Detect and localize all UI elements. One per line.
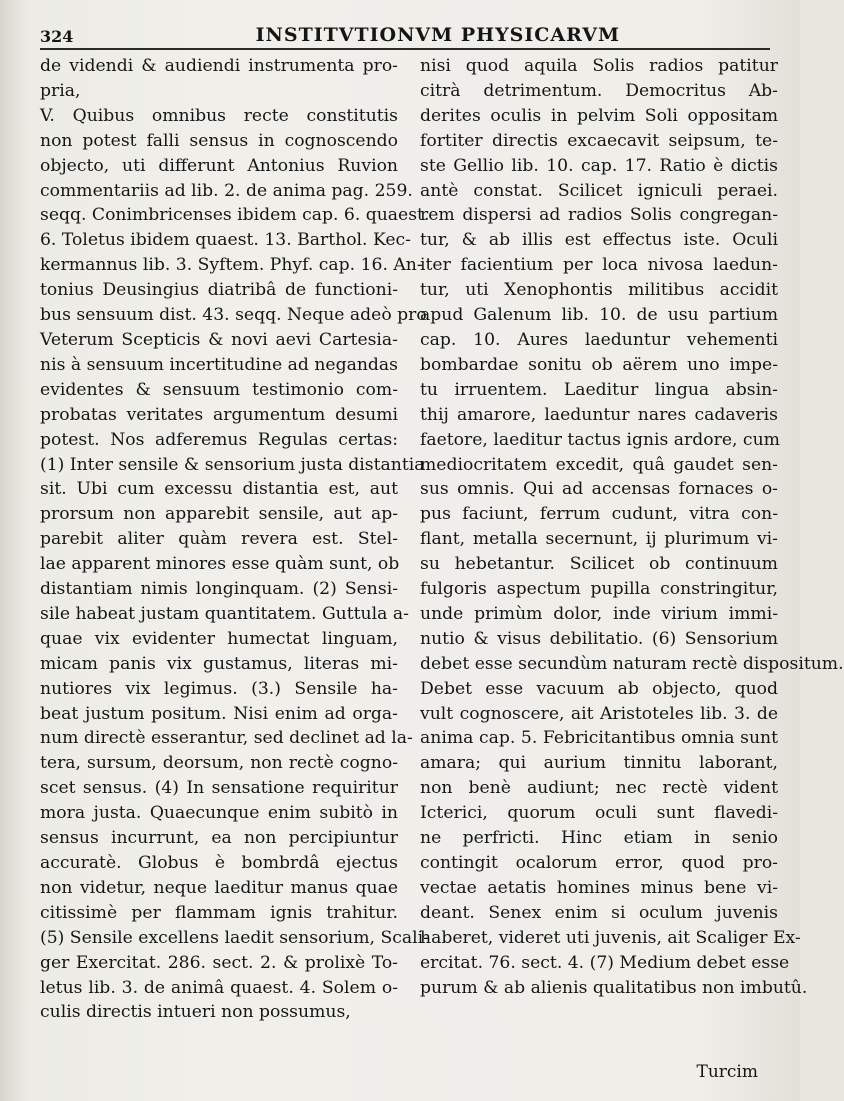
text-line: purum & ab alienis qualitatibus non imbutû. <box>420 977 808 998</box>
text-line: potest. Nos adferemus Regulas certas: <box>40 429 398 450</box>
text-line: probatas veritates argumentum desumi <box>40 404 398 425</box>
text-line: bus sensuum dist. 43. seqq. Neque adeò pro <box>40 305 427 326</box>
text-line: nis à sensuum incertitudine ad negandas <box>40 354 398 375</box>
left-column <box>40 54 430 1025</box>
page-header <box>40 18 770 50</box>
text-line: V. Quibus omnibus recte constitutis <box>40 105 398 126</box>
text-line: 6. Toletus ibidem quaest. 13. Barthol. Kec- <box>40 230 411 251</box>
text-line: num directè esserantur, sed declinet ad la- <box>40 728 413 749</box>
text-line: mediocritatem excedit, quâ gaudet sen- <box>420 454 778 475</box>
text-line: tonius Deusingius diatribâ de functioni- <box>40 280 398 301</box>
text-line: antè constat. Scilicet igniculi peraei. <box>420 180 778 201</box>
text-line: (1) Inter sensile & sensorium justa distantia <box>40 454 425 475</box>
text-line: flant, metalla secernunt, ij plurimum vi- <box>420 529 778 550</box>
text-line: ger Exercitat. 286. sect. 2. & prolixè To- <box>40 952 398 973</box>
text-line: nisi quod aquila Solis radios patitur <box>420 56 778 76</box>
text-line: parebit aliter quàm revera est. Stel- <box>40 529 398 550</box>
text-line: objecto, uti differunt Antonius Ruvion <box>40 155 398 176</box>
text-line: deant. Senex enim si oculum juvenis <box>420 902 778 923</box>
text-line: letus lib. 3. de animâ quaest. 4. Solem o- <box>40 977 398 998</box>
text-line: anima cap. 5. Febricitantibus omnia sunt <box>420 728 778 749</box>
text-line: su hebetantur. Scilicet ob continuum <box>420 554 778 575</box>
text-line: nutio & visus debilitatio. (6) Sensorium <box>420 628 778 649</box>
text-line: Debet esse vacuum ab objecto, quod <box>420 678 778 699</box>
text-line: scet sensus. (4) In sensatione requiritur <box>40 778 398 799</box>
text-line: non benè audiunt; nec rectè vident <box>420 778 778 799</box>
text-line: contingit ocalorum error, quod pro- <box>420 853 778 873</box>
text-line: vectae aetatis homines minus bene vi- <box>420 877 778 898</box>
text-line: citrà detrimentum. Democritus Ab- <box>420 80 778 101</box>
text-line: citissimè per flammam ignis trahitur. <box>40 902 398 923</box>
text-line: apud Galenum lib. 10. de usu partium <box>420 305 778 326</box>
text-line: tur, uti Xenophontis militibus accidit <box>420 280 778 301</box>
text-line: ste Gellio lib. 10. cap. 17. Ratio è dictis <box>420 155 778 176</box>
text-line: nutiores vix legimus. (3.) Sensile ha- <box>40 678 398 699</box>
text-line: seqq. Conimbricenses ibidem cap. 6. quaest. <box>40 205 430 226</box>
text-line: non videtur, neque laeditur manus quae <box>40 877 398 898</box>
text-line: unde primùm dolor, inde virium immi- <box>420 603 778 624</box>
text-line: cap. 10. Aures laeduntur vehementi <box>420 329 778 350</box>
text-line: sit. Ubi cum excessu distantia est, aut <box>40 479 398 500</box>
text-line: vult cognoscere, ait Aristoteles lib. 3. de <box>420 703 778 724</box>
text-line: prorsum non apparebit sensile, aut ap- <box>40 504 398 525</box>
text-line: mora justa. Quaecunque enim subitò in <box>40 803 398 824</box>
text-line: bombardae sonitu ob aërem uno impe- <box>420 354 778 375</box>
text-line: culis directis intueri non possumus, <box>40 1002 351 1023</box>
text-line: faetore, laeditur tactus ignis ardore, cum <box>420 429 780 450</box>
running-title: INSTITVTIONVM PHYSICARVM <box>255 24 620 46</box>
text-line: fortiter directis excaecavit seipsum, te- <box>420 130 778 151</box>
text-line: sus omnis. Qui ad accensas fornaces o- <box>420 479 778 500</box>
text-line: tur, & ab illis est effectus iste. Oculi <box>420 230 778 251</box>
text-line: thij amarore, laeduntur nares cadaveris <box>420 404 778 425</box>
text-line: quae vix evidenter humectat linguam, <box>40 628 398 649</box>
text-line: (5) Sensile excellens laedit sensorium, Scali- <box>40 927 429 948</box>
text-line: ercitat. 76. sect. 4. (7) Medium debet esse <box>420 952 790 973</box>
text-line: de videndi & audiendi instrumenta pro- <box>40 56 398 76</box>
text-line: debet esse secundùm naturam rectè dispositum. <box>420 653 844 674</box>
text-line: fulgoris aspectum pupilla constringitur, <box>420 579 778 600</box>
text-line: Veterum Scepticis & novi aevi Cartesia- <box>40 329 398 350</box>
text-line: iter facientium per loca nivosa laedun- <box>420 255 778 276</box>
text-line: commentariis ad lib. 2. de anima pag. 259. <box>40 180 413 201</box>
text-line: pus faciunt, ferrum cudunt, vitra con- <box>420 504 778 525</box>
text-line: Icterici, quorum oculi sunt flavedi- <box>420 803 778 824</box>
text-line: accuratè. Globus è bombrdâ ejectus <box>40 853 398 873</box>
catchword: Turcim <box>696 1062 758 1082</box>
text-line: kermannus lib. 3. Syftem. Phyf. cap. 16. An- <box>40 255 423 276</box>
text-line: lae apparent minores esse quàm sunt, ob <box>40 554 400 575</box>
text-line: micam panis vix gustamus, literas mi- <box>40 653 398 674</box>
text-line: distantiam nimis longinquam. (2) Sensi- <box>40 579 398 600</box>
text-line: beat justum positum. Nisi enim ad orga- <box>40 703 398 724</box>
text-line: non potest falli sensus in cognoscendo <box>40 130 398 151</box>
text-line: amara; qui aurium tinnitu laborant, <box>420 753 778 774</box>
text-line: rem dispersi ad radios Solis congregan- <box>420 205 778 226</box>
text-line: haberet, videret uti juvenis, ait Scaliger Ex- <box>420 927 801 948</box>
text-line: ne perfricti. Hinc etiam in senio <box>420 828 778 849</box>
page-number: 324 <box>40 27 74 46</box>
right-column <box>420 54 844 1000</box>
text-line: evidentes & sensuum testimonio com- <box>40 379 398 400</box>
text-line: sile habeat justam quantitatem. Guttula a- <box>40 603 409 624</box>
text-line: tera, sursum, deorsum, non rectè cogno- <box>40 753 398 774</box>
text-line: tu irruentem. Laeditur lingua absin- <box>420 379 778 400</box>
text-line: sensus incurrunt, ea non percipiuntur <box>40 828 398 849</box>
text-line: derites oculis in pelvim Soli oppositam <box>420 105 778 126</box>
text-line: pria, <box>40 80 81 101</box>
